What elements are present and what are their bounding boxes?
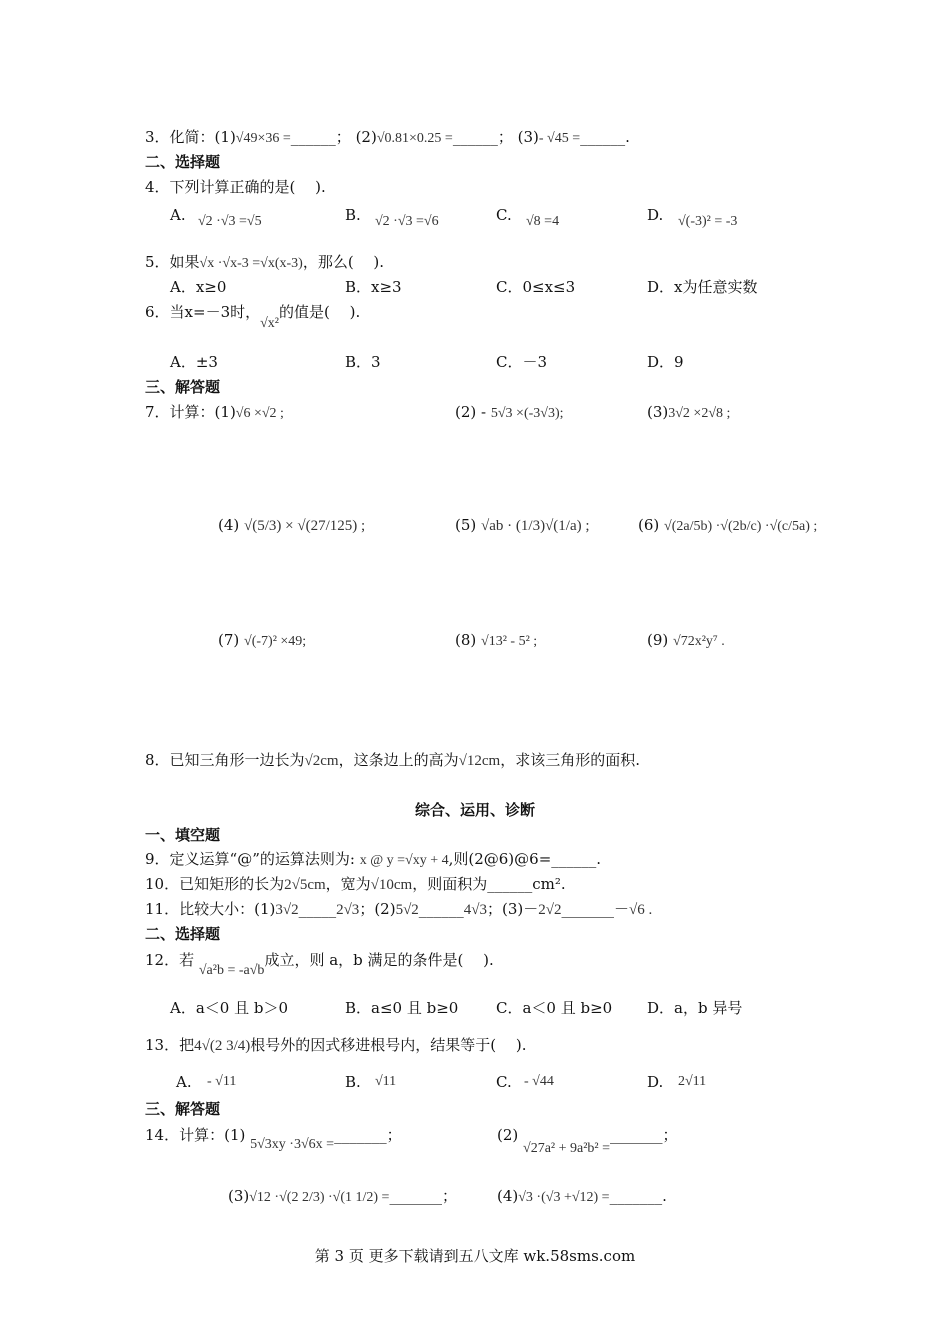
q10-suffix: ，则面积为______cm². (412, 875, 566, 893)
q6-option-d: D．9 (647, 353, 684, 371)
q5-option-d: D．x为任意实数 (647, 278, 758, 296)
question-7-part-4 (218, 515, 365, 536)
q8-prefix: 8．已知三角形一边长为 (145, 751, 305, 769)
page-footer: 第 3 页 更多下载请到五八文库 wk.58sms.com (314, 1247, 636, 1265)
q7-formula-4: √(5/3) × √(27/125) ; (244, 518, 366, 534)
q6-suffix: 的值是( ). (279, 303, 361, 321)
q14-blank-1: _______； (334, 1126, 402, 1144)
q11-formula-6: √6 . (629, 902, 653, 918)
question-6 (145, 302, 360, 334)
question-7-part-6 (638, 515, 817, 537)
q11-formula-1: 3√2 (275, 902, 299, 918)
q11-sep-3: ；(3)－ (487, 900, 539, 918)
q14-blank-4: _______. (609, 1187, 667, 1205)
section-heading-fill: 一、填空题 (145, 826, 221, 844)
question-9 (145, 849, 601, 871)
q12-prefix: 12．若 (145, 951, 195, 969)
q14-blank-3: _______； (389, 1187, 457, 1205)
q3-prefix: 3．化简：(1) (145, 128, 236, 146)
q9-formula: x @ y =√xy + 4 (359, 853, 449, 868)
q3-formula-1: √49×36 = (235, 131, 291, 146)
q11-prefix: 11．比较大小：(1) (145, 900, 276, 918)
q7-label-5: (5) (455, 516, 477, 534)
q6-formula: √x² (260, 316, 280, 331)
section-heading-answer-2: 三、解答题 (145, 1100, 221, 1118)
q5-prefix: 5．如果 (145, 253, 200, 271)
q6-prefix: 6．当x=－3时， (145, 303, 261, 321)
q4-option-a-label: A. (170, 206, 186, 224)
q7-label-2: (2) - (455, 403, 487, 421)
q4-option-a: √2 ·√3 =√5 (198, 214, 262, 229)
question-13 (145, 1035, 526, 1056)
q8-suffix: ，求该三角形的面积. (500, 751, 640, 769)
q13-option-b-label: B. (345, 1073, 361, 1091)
q3-blank-2: ______； (452, 128, 513, 146)
q7-formula-8: √13² - 5² ; (481, 634, 538, 649)
q7-label-7: (7) (218, 631, 240, 649)
section-heading-choice-2: 二、选择题 (145, 925, 221, 943)
q14-label-3: (3) (228, 1187, 250, 1205)
q3-blank-1: ______； (290, 128, 351, 146)
q6-option-c: C．－3 (496, 353, 548, 371)
q13-option-b: √11 (375, 1074, 397, 1089)
q5-option-a: A．x≥0 (170, 278, 227, 296)
q11-blank-2: ______ (418, 900, 464, 918)
q3-formula-3: - √45 = (538, 131, 581, 146)
question-7-part-8 (455, 630, 537, 652)
q14-formula-3: √12 ·√(2 2/3) ·√(1 1/2) = (249, 1190, 390, 1205)
q13-option-a-label: A. (176, 1073, 192, 1091)
question-11 (145, 899, 652, 920)
q7-label-3: (3) (647, 403, 669, 421)
question-14-part-2 (497, 1125, 678, 1159)
q14-formula-2: √27a² + 9a²b² = (523, 1141, 611, 1156)
q7-label-4: (4) (218, 516, 240, 534)
q13-prefix: 13．把 (145, 1036, 195, 1054)
q14-label-4: (4) (497, 1187, 519, 1205)
section-heading-choice-1: 二、选择题 (145, 153, 221, 171)
q13-option-c-label: C. (496, 1073, 512, 1091)
question-12 (145, 950, 494, 981)
question-7-part-1 (145, 402, 284, 424)
q11-blank-3: _______－ (561, 900, 630, 918)
q11-blank-1: _____ (298, 900, 337, 918)
q13-option-d: 2√11 (678, 1074, 707, 1089)
q7-prefix: 7．计算：(1) (145, 403, 236, 421)
q3-formula-2: √0.81×0.25 = (376, 131, 453, 146)
q7-formula-2: 5√3 ×(-3√3); (490, 406, 564, 421)
q9-prefix: 9．定义运算“@”的运算法则为: (145, 850, 355, 868)
q5-suffix: ，那么( ). (302, 253, 385, 271)
q6-option-b: B．3 (345, 353, 381, 371)
question-7-part-2 (455, 402, 564, 424)
question-3 (145, 127, 630, 149)
q12-option-c: C．a＜0 且 b≥0 (496, 999, 613, 1017)
q7-formula-1: √6 ×√2 ; (235, 406, 284, 421)
q6-option-a: A．±3 (170, 353, 218, 371)
q5-option-b: B．x≥3 (345, 278, 402, 296)
q7-formula-3: 3√2 ×2√8 ; (668, 406, 731, 421)
q14-blank-2: _______； (610, 1126, 678, 1144)
question-7-part-3 (647, 402, 730, 424)
q10-formula-2: √10cm (370, 877, 413, 893)
question-8 (145, 750, 640, 771)
q4-option-b-label: B. (345, 206, 361, 224)
question-7-part-7 (218, 630, 306, 652)
q10-prefix: 10．已知矩形的长为 (145, 875, 285, 893)
question-7-part-9 (647, 630, 725, 652)
q12-option-b: B．a≤0 且 b≥0 (345, 999, 459, 1017)
q13-suffix: 根号外的因式移进根号内，结果等于( ). (250, 1036, 527, 1054)
q10-middle: ，宽为 (325, 875, 371, 893)
q12-option-a: A．a＜0 且 b＞0 (170, 999, 289, 1017)
question-14-part-3 (228, 1186, 457, 1208)
q7-label-9: (9) (647, 631, 669, 649)
q13-option-d-label: D. (647, 1073, 664, 1091)
q8-middle: ，这条边上的高为 (338, 751, 459, 769)
q4-option-c: √8 =4 (526, 214, 560, 229)
q7-label-8: (8) (455, 631, 477, 649)
q11-formula-5: 2√2 (538, 902, 562, 918)
q11-sep-2: ；(2) (359, 900, 396, 918)
q7-formula-9: √72x²y⁷ . (673, 634, 725, 649)
q14-formula-1: 5√3xy ·3√6x = (250, 1137, 335, 1152)
question-14-part-4 (497, 1186, 667, 1208)
question-10 (145, 874, 566, 895)
section-heading-answer-1: 三、解答题 (145, 378, 221, 396)
q7-formula-7: √(-7)² ×49; (244, 634, 307, 649)
q14-prefix: 14．计算：(1) (145, 1126, 246, 1144)
q11-formula-2: 2√3 (336, 902, 360, 918)
q4-option-c-label: C. (496, 206, 512, 224)
q9-suffix: ,则(2@6)@6=______. (448, 850, 602, 868)
q10-formula-1: 2√5cm (284, 877, 326, 893)
q4-option-b: √2 ·√3 =√6 (375, 214, 439, 229)
q8-formula-1: √2cm (304, 753, 339, 769)
q11-formula-3: 5√2 (395, 902, 419, 918)
section-title-center: 综合、运用、诊断 (414, 801, 535, 819)
q14-label-2: (2) (497, 1126, 519, 1144)
q3-part-3: (3) (517, 128, 539, 146)
question-5 (145, 252, 384, 274)
question-4-stem: 4．下列计算正确的是( ). (145, 178, 326, 196)
q12-option-d: D．a，b 异号 (647, 999, 743, 1017)
q12-formula: √a²b = -a√b (198, 963, 265, 978)
q14-formula-4: √3 ·(√3 +√12) = (518, 1190, 610, 1205)
q4-option-d: √(-3)² = -3 (678, 214, 738, 229)
q13-option-c: - √44 (524, 1074, 554, 1089)
q12-suffix: 成立，则 a，b 满足的条件是( ). (264, 951, 494, 969)
q8-formula-2: √12cm (458, 753, 501, 769)
q13-option-a: - √11 (207, 1074, 237, 1089)
question-14-part-1 (145, 1125, 402, 1155)
q7-formula-6: √(2a/5b) ·√(2b/c) ·√(c/5a) ; (664, 519, 818, 534)
q5-option-c: C．0≤x≤3 (496, 278, 576, 296)
q4-option-d-label: D. (647, 206, 664, 224)
q7-formula-5: √ab · (1/3)√(1/a) ; (481, 518, 590, 534)
q3-blank-3: ______. (580, 128, 630, 146)
q11-formula-4: 4√3 (463, 902, 488, 918)
q3-part-2: (2) (355, 128, 377, 146)
q5-formula: √x ·√x-3 =√x(x-3) (199, 256, 303, 271)
question-7-part-5 (455, 515, 590, 536)
q13-formula: 4√(2 3/4) (194, 1038, 251, 1054)
q7-label-6: (6) (638, 516, 660, 534)
